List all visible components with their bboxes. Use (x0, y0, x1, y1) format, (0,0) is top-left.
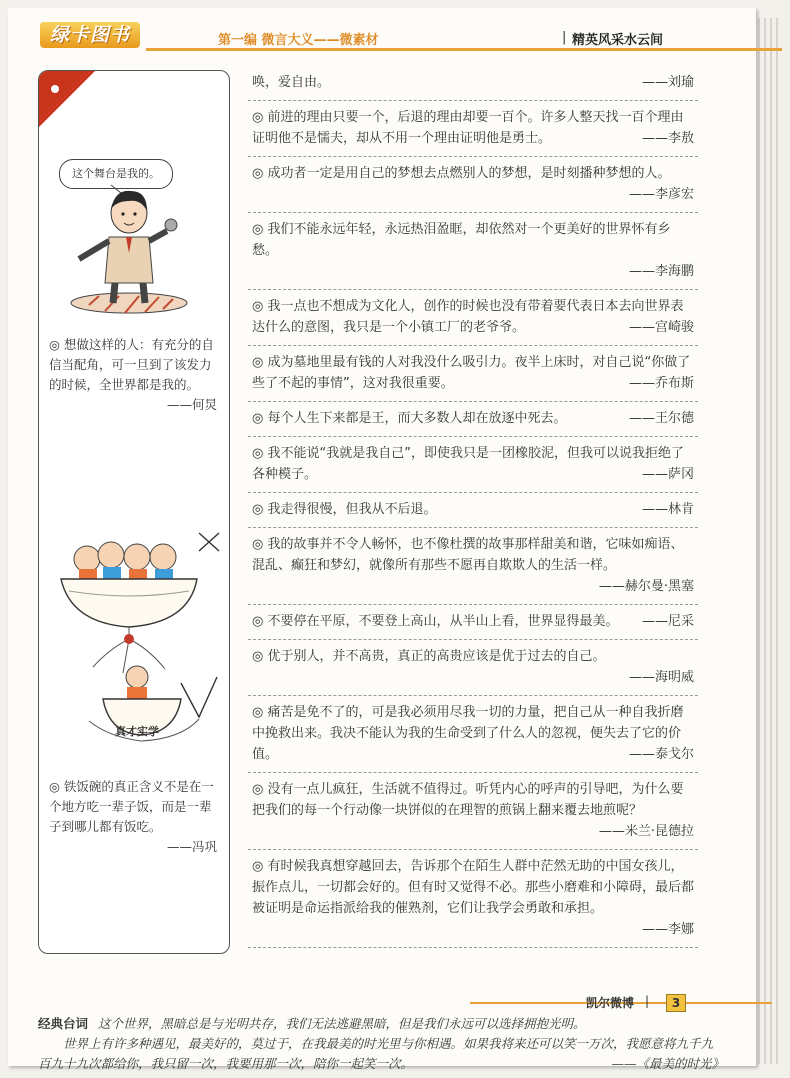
quote-item (248, 66, 698, 101)
brand-logo: 绿卡图书 (40, 22, 140, 48)
footer-separator: | (645, 994, 650, 1008)
corner-dot (51, 85, 59, 93)
page-edge (758, 18, 760, 1064)
quote-item (248, 346, 698, 402)
classic-line-1-text: 这个世界，黑暗总是与光明共存，我们无法逃避黑暗，但是我们永远可以选择拥抱光明。 (98, 1016, 586, 1031)
classic-line-2-text: 世界上有许多种遇见，最美好的，莫过于，在我最美的时光里与你相遇。如果我将来还可以笑一万次，我愿意将九千九百九十九次都给你，我只留一次，我要用那一次，陪你一起笑一次。 (38, 1036, 714, 1071)
header-title: 精英风采水云间 (572, 33, 664, 48)
page-edge (776, 18, 778, 1064)
quote-text: ◎ 我们不能永远年轻，永远热泪盈眶，却依然对一个更美好的世界怀有乡愁。 (252, 222, 671, 258)
left-quote-1-text: ◎ 想做这样的人：有充分的自信当配角，可一旦到了该发力的时候，全世界都是我的。 (49, 337, 214, 392)
page-edge (770, 18, 772, 1064)
page-number: 3 (666, 994, 686, 1012)
classic-line-2 (38, 1034, 724, 1074)
quote-item (248, 290, 698, 346)
footer-label: 凯尔微博 (586, 996, 635, 1010)
page-edge (764, 18, 766, 1064)
quote-author: ——王尔德 (628, 411, 694, 426)
left-quote-1 (49, 335, 223, 415)
header-separator: | (562, 30, 567, 45)
quote-author: ——李海鹏 (628, 264, 694, 279)
quote-author: ——刘瑜 (641, 75, 694, 90)
quote-author: ——乔布斯 (628, 376, 694, 391)
quote-item (248, 157, 698, 213)
quote-text: ◎ 我走得很慢，但我从不后退。 (252, 502, 437, 517)
quote-list (248, 66, 698, 948)
quote-item (248, 640, 698, 696)
quote-text: ◎ 优于别人，并不高贵，真正的高贵应该是优于过去的自己。 (252, 649, 606, 664)
left-illustration-panel (38, 70, 230, 954)
quote-author: ——萨冈 (641, 467, 694, 482)
classic-lines-box (38, 1014, 724, 1074)
quote-item (248, 850, 698, 948)
quote-author: ——泰戈尔 (628, 747, 694, 762)
quote-text: ◎ 成为墓地里最有钱的人对我没什么吸引力。夜半上床时，对自己说“你做了些了不起的事情”，这对我很重要。 (252, 355, 691, 391)
quote-item (248, 605, 698, 640)
quote-author: ——海明威 (628, 670, 694, 685)
speech-bubble: 这个舞台是我的。 (59, 159, 173, 189)
quote-author: ——米兰·昆德拉 (598, 824, 694, 839)
quote-author: ——林肯 (641, 502, 694, 517)
classic-line-1 (38, 1014, 724, 1034)
quote-item (248, 696, 698, 773)
quote-author: ——李娜 (641, 922, 694, 937)
classic-source: ——《最美的时光》 (611, 1056, 724, 1071)
left-quote-2 (49, 777, 223, 857)
quote-item (248, 402, 698, 437)
left-quote-2-text: ◎ 铁饭碗的真正含义不是在一个地方吃一辈子饭，而是一辈子到哪儿都有饭吃。 (49, 779, 214, 834)
quote-text: ◎ 没有一点儿疯狂，生活就不值得过。听凭内心的呼声的引导吧，为什么要把我们的每一个行动像一块饼似的在理智的煎锅上翻来覆去地煎呢？ (252, 782, 684, 818)
quote-text: ◎ 我不能说“我就是我自己”，即使我只是一团橡胶泥，但我可以说我拒绝了各种模子。 (252, 446, 684, 482)
quote-text: 唤，爱自由。 (252, 75, 331, 90)
quote-item (248, 437, 698, 493)
header-section: 第一编 微言大义——微素材 (218, 33, 379, 48)
quote-text: ◎ 我一点也不想成为文化人，创作的时候也没有带着要代表日本去向世界表达什么的意图，我只是一个小镇工厂的老爷爷。 (252, 299, 684, 335)
quote-item (248, 773, 698, 850)
quote-text: ◎ 不要停在平原，不要登上高山，从半山上看，世界显得最美。 (252, 614, 619, 629)
singer-illustration (49, 183, 219, 321)
classic-lines-label: 经典台词 (38, 1016, 89, 1031)
left-quote-1-author: ——何炅 (166, 397, 217, 412)
quote-text: ◎ 每个人生下来都是王，而大多数人却在放逐中死去。 (252, 411, 567, 426)
quote-author: ——李彦宏 (628, 187, 694, 202)
quote-text: ◎ 我的故事并不令人畅怀，也不像杜撰的故事那样甜美和谐，它味如痴语、混乱、癫狂和梦幻，就像所有那些不愿再自欺欺人的生活一样。 (252, 537, 684, 573)
quote-author: ——李敖 (641, 131, 694, 146)
quote-author: ——尼采 (641, 614, 694, 629)
quote-item (248, 528, 698, 605)
quote-text: ◎ 痛苦是免不了的，可是我必须用尽我一切的力量，把自己从一种自我折磨中挽救出来。我决不能认为我的生命受到了什么人的忽视，便失去了它的价值。 (252, 705, 684, 762)
quote-item (248, 213, 698, 290)
quote-item (248, 493, 698, 528)
quote-text: ◎ 有时候我真想穿越回去，告诉那个在陌生人群中茫然无助的中国女孩儿，振作点儿，一切都会好的。但有时又觉得不必。那些小磨难和小障碍，最后都被证明是命运指派给我的催熟剂，它们让我学会勇敢和承担。 (252, 859, 695, 916)
quote-item (248, 101, 698, 157)
quote-author: ——赫尔曼·黑塞 (598, 579, 694, 594)
corner-decoration (39, 71, 95, 127)
left-quote-2-author: ——冯巩 (166, 839, 217, 854)
quote-text: ◎ 成功者一定是用自己的梦想去点燃别人的梦想，是时刻播种梦想的人。 (252, 166, 671, 181)
bowl-label: 真才实学 (115, 725, 159, 738)
quote-text: ◎ 前进的理由只要一个，后退的理由却要一百个。许多人整天找一百个理由证明他不是懦夫，却从不用一个理由证明他是勇士。 (252, 110, 684, 146)
quote-author: ——宫崎骏 (628, 320, 694, 335)
